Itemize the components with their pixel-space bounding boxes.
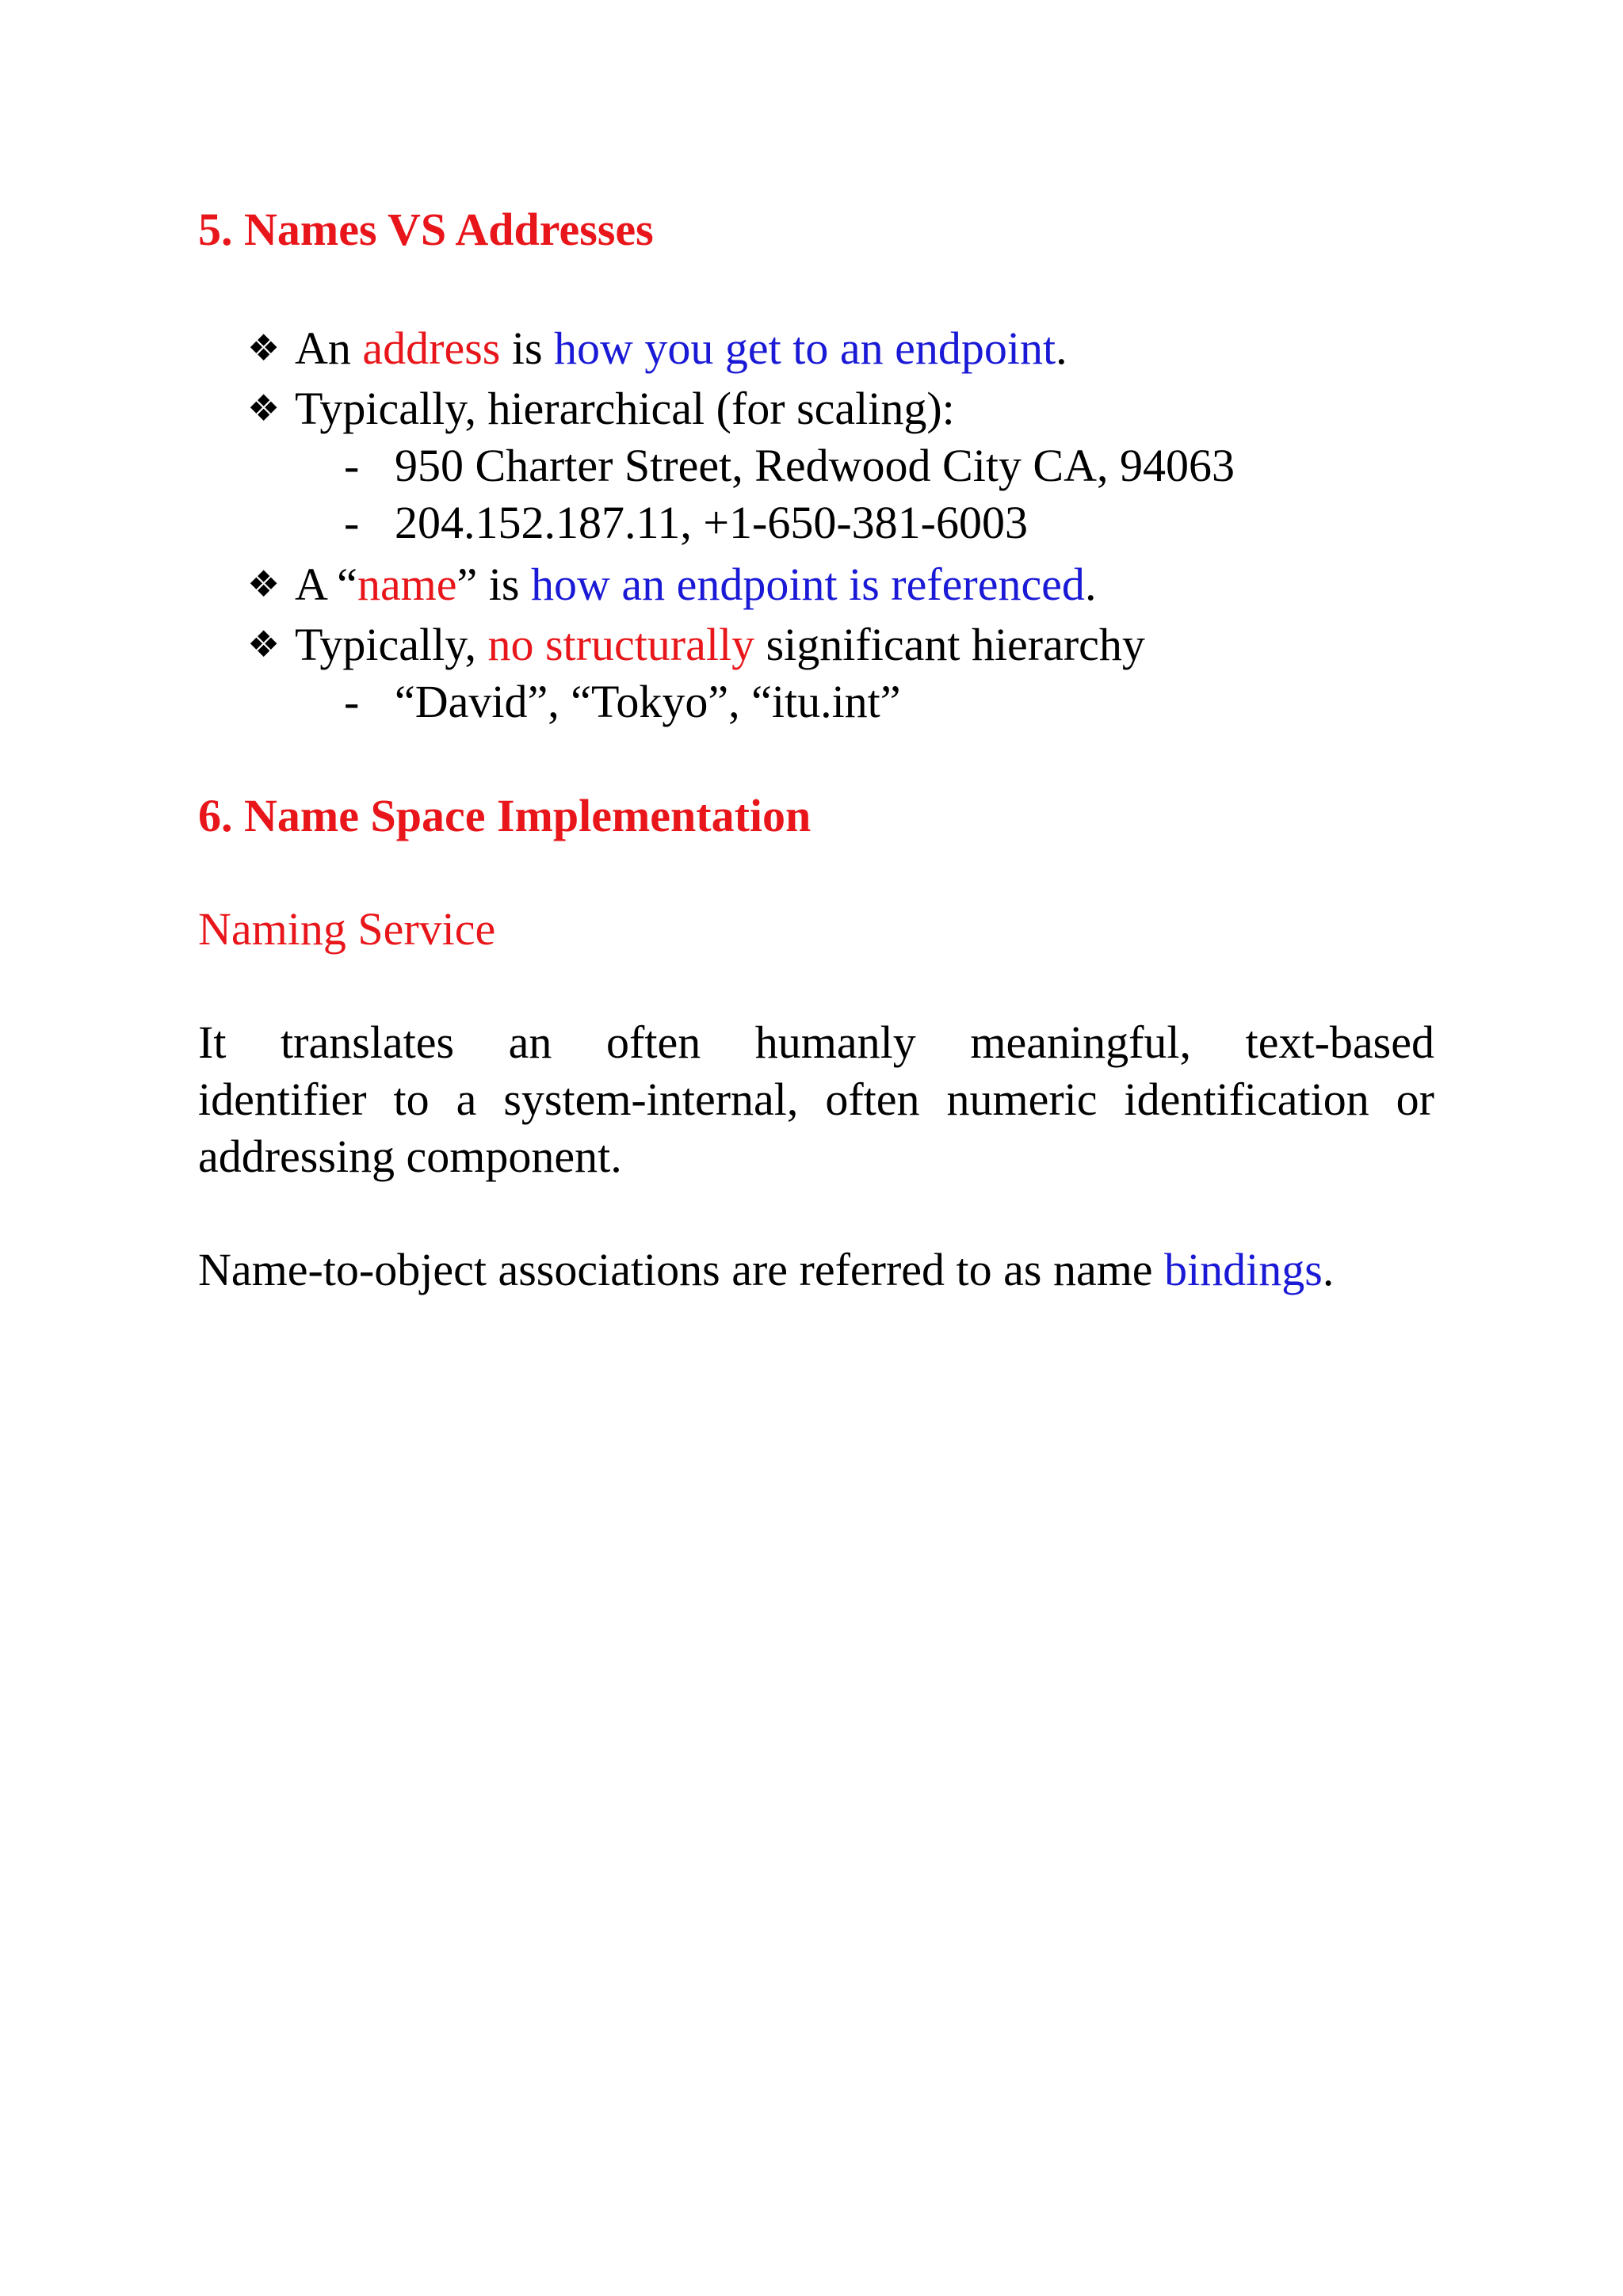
bullet-text: .	[1056, 322, 1067, 374]
term-no-structurally: no structurally	[487, 619, 755, 670]
term-address: address	[362, 322, 501, 374]
dash-bullet: -	[344, 497, 360, 548]
sub-item-text: 950 Charter Street, Redwood City CA, 94063	[395, 440, 1235, 491]
dash-bullet: -	[344, 676, 360, 727]
paragraph-line: addressing component.	[198, 1131, 622, 1182]
naming-service-subheading: Naming Service	[198, 903, 496, 955]
bullet-text: Typically, hierarchical (for scaling):	[295, 383, 955, 434]
four-diamond-bullet-icon: ❖	[247, 328, 281, 368]
term-name: name	[357, 559, 457, 610]
bullet-text: Typically,	[295, 619, 488, 670]
dash-bullet: -	[344, 440, 360, 491]
bullet-name-definition	[247, 556, 1096, 613]
bullet-text: A “	[295, 559, 357, 610]
sub-item-text: 204.152.187.11, +1-650-381-6003	[395, 497, 1029, 548]
definition-name: how an endpoint is referenced	[530, 559, 1085, 610]
four-diamond-bullet-icon: ❖	[247, 388, 281, 429]
definition-address: how you get to an endpoint	[554, 322, 1056, 374]
paragraph-text: Name-to-object associations are referred to as name	[198, 1244, 1165, 1295]
paragraph-line: It translates an often humanly meaningful, text-based	[198, 1016, 1434, 1068]
bullet-text: An	[295, 322, 363, 374]
term-bindings: bindings	[1164, 1244, 1323, 1295]
sub-item-name-examples	[344, 673, 901, 730]
four-diamond-bullet-icon: ❖	[247, 564, 281, 605]
four-diamond-bullet-icon: ❖	[247, 624, 281, 665]
bullet-name-hierarchy	[247, 616, 1145, 673]
sub-item-ip-phone	[344, 494, 1028, 551]
bullet-text: is	[500, 322, 555, 374]
section-5-heading: 5. Names VS Addresses	[198, 204, 654, 255]
bullet-text: .	[1084, 559, 1097, 610]
name-bindings-paragraph	[198, 1241, 1434, 1299]
sub-item-text: “David”, “Tokyo”, “itu.int”	[395, 676, 901, 727]
naming-service-paragraph	[198, 1014, 1434, 1185]
bullet-address-definition	[247, 320, 1067, 377]
paragraph-line: identifier to a system-internal, often numeric identification or	[198, 1074, 1434, 1125]
sub-item-street-address	[344, 437, 1235, 494]
section-6-heading: 6. Name Space Implementation	[198, 790, 812, 841]
bullet-address-hierarchical	[247, 380, 955, 437]
bullet-text: ” is	[456, 559, 531, 610]
bullet-text: significant hierarchy	[754, 619, 1145, 670]
paragraph-text: .	[1322, 1244, 1335, 1295]
